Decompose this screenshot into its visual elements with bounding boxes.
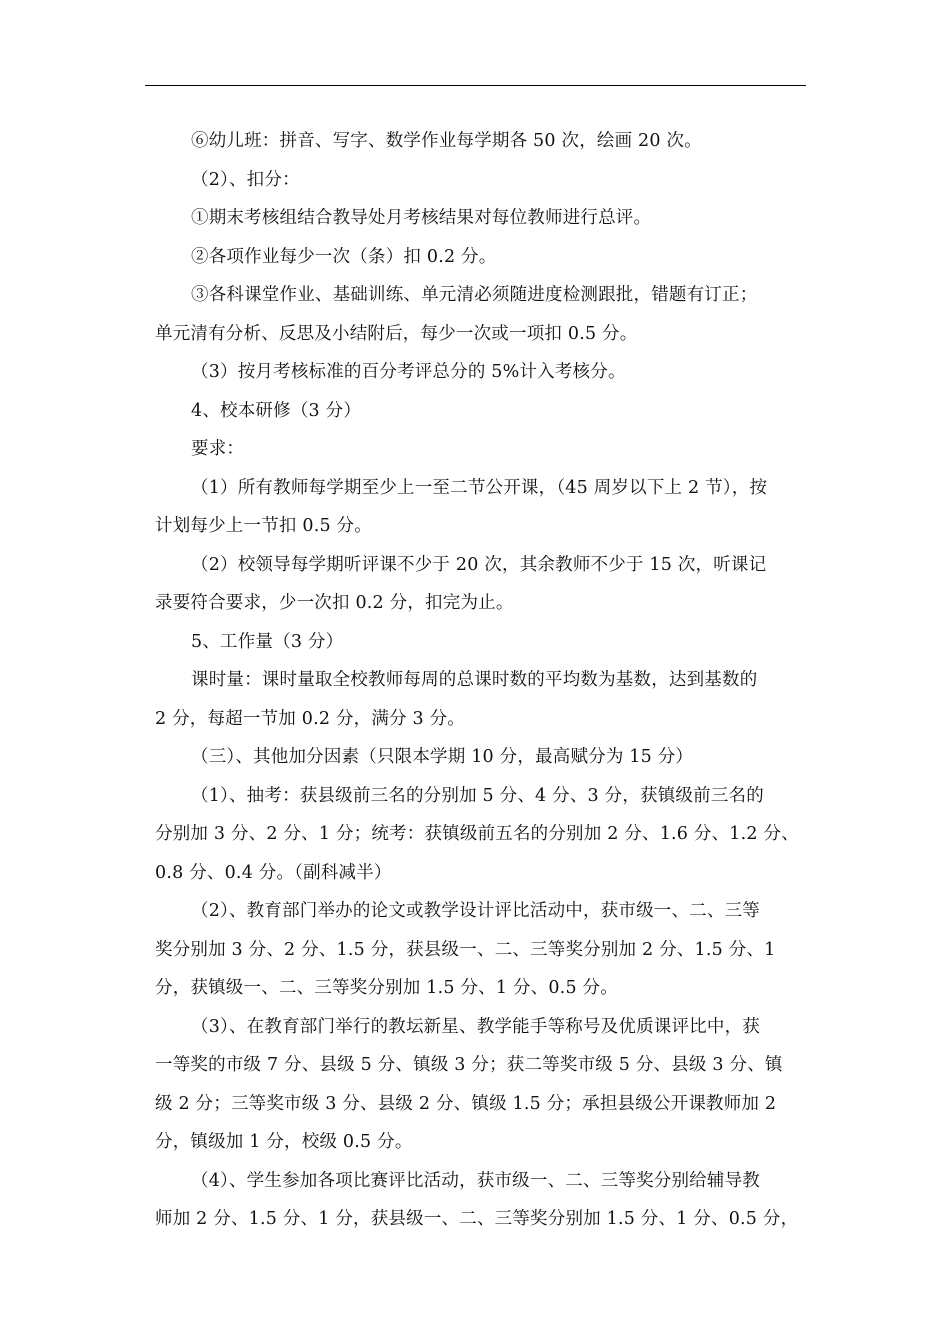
paragraph-bonus-teaching-awards: （3）、在教育部门举行的教坛新星、教学能手等称号及优质课评比中，获 一等奖的市级 7 分、县级 5 分、镇级 3 分；获二等奖市级 5 分、县级 3 分、镇 级 2 分；三等奖市级 3 分、县级 2 分、镇级 1.5 分；承担县级公开课教师加 2 分，镇级加 1 分，校级 0.5 分。	[155, 1016, 783, 1152]
document-body	[155, 122, 800, 1239]
paragraph-class-hours: 课时量：课时量取全校教师每周的总课时数的平均数为基数，达到基数的 2 分，每超一节加 0.2 分，满分 3 分。	[155, 670, 758, 729]
paragraph-deduction-item-3: ③各科课堂作业、基础训练、单元清必须随进度检测跟批，错题有订正； 单元清有分析、反思及小结附后，每少一次或一项扣 0.5 分。	[155, 285, 758, 344]
section-heading-school-training: 4、校本研修（3 分）	[191, 400, 362, 421]
paragraph-requirements-label: 要求：	[191, 439, 245, 459]
paragraph-bonus-student-competitions: （4）、学生参加各项比赛评比活动，获市级一、二、三等奖分别给辅导教 师加 2 分、1.5 分、1 分，获县级一、二、三等奖分别加 1.5 分、1 分、0.5 分，	[155, 1170, 799, 1229]
paragraph-monthly-assessment: （3）按月考核标准的百分考评总分的 5%计入考核分。	[191, 362, 626, 382]
paragraph-deduction-item-2: ②各项作业每少一次（条）扣 0.2 分。	[191, 246, 497, 267]
paragraph-open-class-requirement: （1）所有教师每学期至少上一至二节公开课，（45 周岁以下上 2 节），按 计划每少上一节扣 0.5 分。	[155, 477, 768, 536]
header-rule	[145, 85, 806, 86]
paragraph-lesson-observation: （2）校领导每学期听评课不少于 20 次，其余教师不少于 15 次，听课记 录要符合要求，少一次扣 0.2 分，扣完为止。	[155, 554, 767, 613]
paragraph-kindergarten-homework: ⑥幼儿班：拼音、写字、数学作业每学期各 50 次，绘画 20 次。	[191, 131, 702, 151]
paragraph-bonus-papers: （2）、教育部门举办的论文或教学设计评比活动中，获市级一、二、三等 奖分别加 3 分、2 分、1.5 分，获县级一、二、三等奖分别加 2 分、1.5 分、1 分，获镇级一、二、三等奖分别加 1.5 分、1 分、0.5 分。	[155, 901, 776, 998]
paragraph-deduction-heading: （2）、扣分：	[191, 169, 300, 190]
paragraph-bonus-exams: （1）、抽考：获县级前三名的分别加 5 分、4 分、3 分，获镇级前三名的 分别加 3 分、2 分、1 分；统考：获镇级前五名的分别加 2 分、1.6 分、1.2 分、 0.8 分、0.4 分。（副科减半）	[155, 785, 799, 883]
paragraph-deduction-item-1: ①期末考核组结合教导处月考核结果对每位教师进行总评。	[191, 208, 652, 228]
section-heading-bonus-factors: （三）、其他加分因素（只限本学期 10 分，最高赋分为 15 分）	[191, 747, 694, 767]
section-heading-workload: 5、工作量（3 分）	[191, 631, 344, 652]
